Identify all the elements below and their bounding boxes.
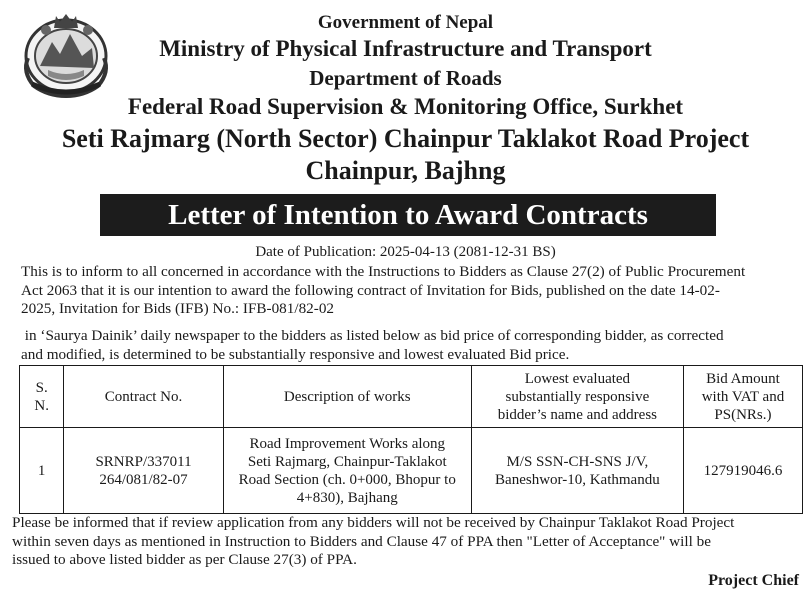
continuation-paragraph — [21, 327, 799, 364]
cell-bid-amount: 127919046.6 — [683, 428, 802, 514]
header-description: Description of works — [223, 366, 471, 428]
intro-line: Act 2063 that it is our intention to award the following contract of Invitation for Bids, published on the date 14-02- — [21, 281, 720, 299]
footer-line: within seven days as mentioned in Instruction to Bidders and Clause 47 of PPA then "Letter of Acceptance" will be — [12, 532, 711, 550]
ministry-heading: Ministry of Physical Infrastructure and Transport — [159, 36, 652, 61]
continuation-line: and modified, is determined to be substantially responsive and lowest evaluated Bid price. — [21, 345, 570, 363]
cell-description: Road Improvement Works along Seti Rajmarg, Chainpur-Taklakot Road Section (ch. 0+000, Bhopur to 4+830), Bajhang — [223, 428, 471, 514]
intro-line: This is to inform to all concerned in accordance with the Instructions to Bidders as Clause 27(2) of Public Procurement — [21, 263, 746, 280]
table-row — [20, 428, 803, 514]
project-heading: Seti Rajmarg (North Sector) Chainpur Taklakot Road Project — [61, 124, 750, 153]
continuation-line: in ‘Saurya Dainik’ daily newspaper to the bidders as listed below as bid price of corresponding bidder, as corrected — [21, 327, 724, 344]
notice-title: Letter of Intention to Award Contracts — [100, 194, 716, 236]
intro-paragraph — [21, 263, 799, 319]
awards-table — [19, 365, 803, 514]
government-heading: Government of Nepal — [317, 12, 494, 33]
footer-line: Please be informed that if review application from any bidders will not be received by Chainpur Taklakot Road Project — [12, 514, 735, 531]
signature: Project Chief — [708, 572, 799, 589]
cell-sn: 1 — [20, 428, 64, 514]
table-header-row — [20, 366, 803, 428]
cell-contract-no: SRNRP/337011 264/081/82-07 — [64, 428, 223, 514]
footer-line: issued to above listed bidder as per Clause 27(3) of PPA. — [12, 551, 357, 568]
office-heading: Federal Road Supervision & Monitoring Office, Surkhet — [127, 94, 684, 119]
header-bidder: Lowest evaluated substantially responsive bidder’s name and address — [471, 366, 683, 428]
header-contract-no: Contract No. — [64, 366, 223, 428]
department-heading: Department of Roads — [309, 66, 502, 90]
location-heading: Chainpur, Bajhng — [305, 156, 506, 185]
publication-date: Date of Publication: 2025-04-13 (2081-12-31 BS) — [255, 244, 556, 260]
cell-bidder: M/S SSN-CH-SNS J/V, Baneshwor-10, Kathmandu — [471, 428, 683, 514]
header-sn: S. N. — [20, 366, 64, 428]
header-bid-amount: Bid Amount with VAT and PS(NRs.) — [683, 366, 802, 428]
intro-line: 2025, Invitation for Bids (IFB) No.: IFB-081/82-02 — [21, 300, 335, 317]
footer-paragraph — [12, 514, 802, 570]
